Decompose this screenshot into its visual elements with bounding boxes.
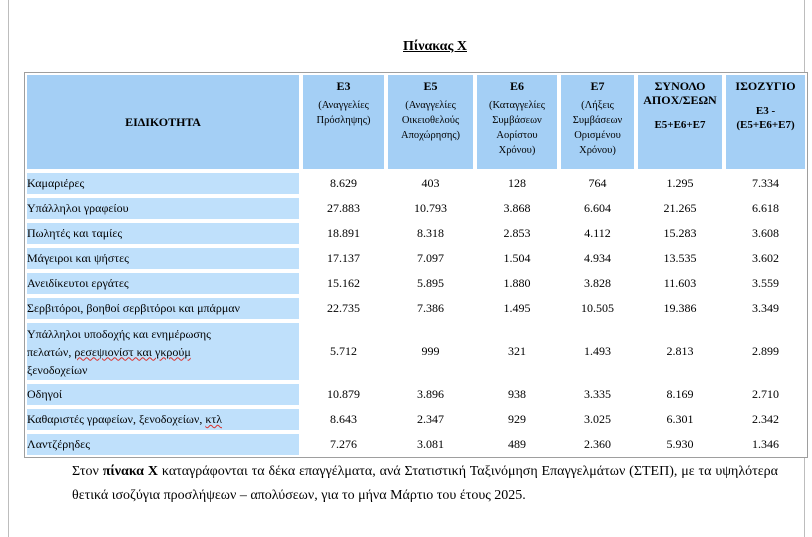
header-e7: Ε7 (Λήξεις Συμβάσεων Ορισμένου Χρόνου) [559, 73, 636, 171]
cell-e5: 3.896 [386, 382, 475, 407]
cell-e7: 3.828 [559, 271, 636, 296]
cell-e3: 7.276 [301, 432, 386, 457]
cell-e6: 1.495 [475, 296, 559, 321]
cell-e3: 18.891 [301, 221, 386, 246]
table-row [25, 321, 807, 382]
cell-total: 2.813 [636, 321, 724, 382]
cell-e3: 17.137 [301, 246, 386, 271]
data-table [24, 72, 808, 458]
cell-balance: 2.710 [724, 382, 807, 407]
cell-balance: 1.346 [724, 432, 807, 457]
header-e3: Ε3 (Αναγγελίες Πρόσληψης) [301, 73, 386, 171]
cell-e7: 1.493 [559, 321, 636, 382]
cell-balance: 3.608 [724, 221, 807, 246]
cell-balance: 7.334 [724, 171, 807, 196]
table-row [25, 382, 807, 407]
row-label: Καθαριστές γραφείων, ξενοδοχείων, κτλ [25, 407, 301, 432]
header-e6: Ε6 (Καταγγελίες Συμβάσεων Αορίστου Χρόνου) [475, 73, 559, 171]
cell-e6: 321 [475, 321, 559, 382]
cell-e6: 1.504 [475, 246, 559, 271]
table-row [25, 407, 807, 432]
cell-e3: 8.643 [301, 407, 386, 432]
cell-e5: 8.318 [386, 221, 475, 246]
row-label: Οδηγοί [25, 382, 301, 407]
cell-balance: 6.618 [724, 196, 807, 221]
row-label: Μάγειροι και ψήστες [25, 246, 301, 271]
cell-e3: 27.883 [301, 196, 386, 221]
cell-balance: 3.602 [724, 246, 807, 271]
table-row [25, 246, 807, 271]
table-title: Πίνακας Χ [403, 39, 467, 54]
cell-e5: 7.386 [386, 296, 475, 321]
cell-e7: 4.112 [559, 221, 636, 246]
cell-total: 6.301 [636, 407, 724, 432]
cell-total: 11.603 [636, 271, 724, 296]
page-margin-left [8, 0, 9, 537]
cell-e5: 999 [386, 321, 475, 382]
cell-e3: 15.162 [301, 271, 386, 296]
row-label: Σερβιτόροι, βοηθοί σερβιτόροι και μπάρμαν [25, 296, 301, 321]
cell-e6: 3.868 [475, 196, 559, 221]
cell-e7: 764 [559, 171, 636, 196]
cell-total: 15.283 [636, 221, 724, 246]
cell-e3: 10.879 [301, 382, 386, 407]
cell-balance: 2.899 [724, 321, 807, 382]
cell-e6: 938 [475, 382, 559, 407]
cell-e7: 3.335 [559, 382, 636, 407]
cell-e5: 403 [386, 171, 475, 196]
cell-e6: 128 [475, 171, 559, 196]
cell-total: 13.535 [636, 246, 724, 271]
table-row [25, 271, 807, 296]
cell-balance: 3.349 [724, 296, 807, 321]
cell-total: 1.295 [636, 171, 724, 196]
cell-total: 5.930 [636, 432, 724, 457]
header-e5: Ε5 (Αναγγελίες Οικειοθελούς Αποχώρησης) [386, 73, 475, 171]
cell-e3: 8.629 [301, 171, 386, 196]
cell-e3: 5.712 [301, 321, 386, 382]
header-balance: ΙΣΟΖΥΓΙΟ Ε3 - (Ε5+Ε6+Ε7) [724, 73, 807, 171]
cell-e3: 22.735 [301, 296, 386, 321]
cell-e6: 2.853 [475, 221, 559, 246]
cell-e7: 10.505 [559, 296, 636, 321]
cell-total: 21.265 [636, 196, 724, 221]
cell-total: 19.386 [636, 296, 724, 321]
table-row [25, 196, 807, 221]
row-label: Λαντζέρηδες [25, 432, 301, 457]
cell-e7: 6.604 [559, 196, 636, 221]
cell-e5: 7.097 [386, 246, 475, 271]
table-row [25, 171, 807, 196]
row-label: Καμαριέρες [25, 171, 301, 196]
cell-e6: 929 [475, 407, 559, 432]
row-label: Πωλητές και ταμίες [25, 221, 301, 246]
cell-balance: 2.342 [724, 407, 807, 432]
header-total-separations: ΣΥΝΟΛΟ ΑΠΟΧ/ΣΕΩΝ Ε5+Ε6+Ε7 [636, 73, 724, 171]
cell-e5: 5.895 [386, 271, 475, 296]
table-row [25, 296, 807, 321]
cell-e5: 10.793 [386, 196, 475, 221]
row-label: Υπάλληλοι υποδοχής και ενημέρωσης πελατών, ρεσεψιονίστ και γκρούμ ξενοδοχείων [25, 321, 301, 382]
cell-e6: 1.880 [475, 271, 559, 296]
table-row [25, 432, 807, 457]
cell-e7: 4.934 [559, 246, 636, 271]
cell-e7: 3.025 [559, 407, 636, 432]
body-paragraph: Στον πίνακα Χ καταγράφονται τα δέκα επαγγέλματα, ανά Στατιστική Ταξινόμηση Επαγγελμάτων (ΣΤΕΠ), με τα υψηλότερα θετικά ισοζύγια προσλήψεων – απολύσεων, για το μήνα Μάρτιο του έτους 2025. [72, 464, 778, 503]
table-row [25, 221, 807, 246]
cell-e6: 489 [475, 432, 559, 457]
row-label: Υπάλληλοι γραφείου [25, 196, 301, 221]
cell-e7: 2.360 [559, 432, 636, 457]
cell-balance: 3.559 [724, 271, 807, 296]
header-specialty: ΕΙΔΙΚΟΤΗΤΑ [25, 73, 301, 171]
cell-e5: 3.081 [386, 432, 475, 457]
row-label: Ανειδίκευτοι εργάτες [25, 271, 301, 296]
cell-total: 8.169 [636, 382, 724, 407]
cell-e5: 2.347 [386, 407, 475, 432]
